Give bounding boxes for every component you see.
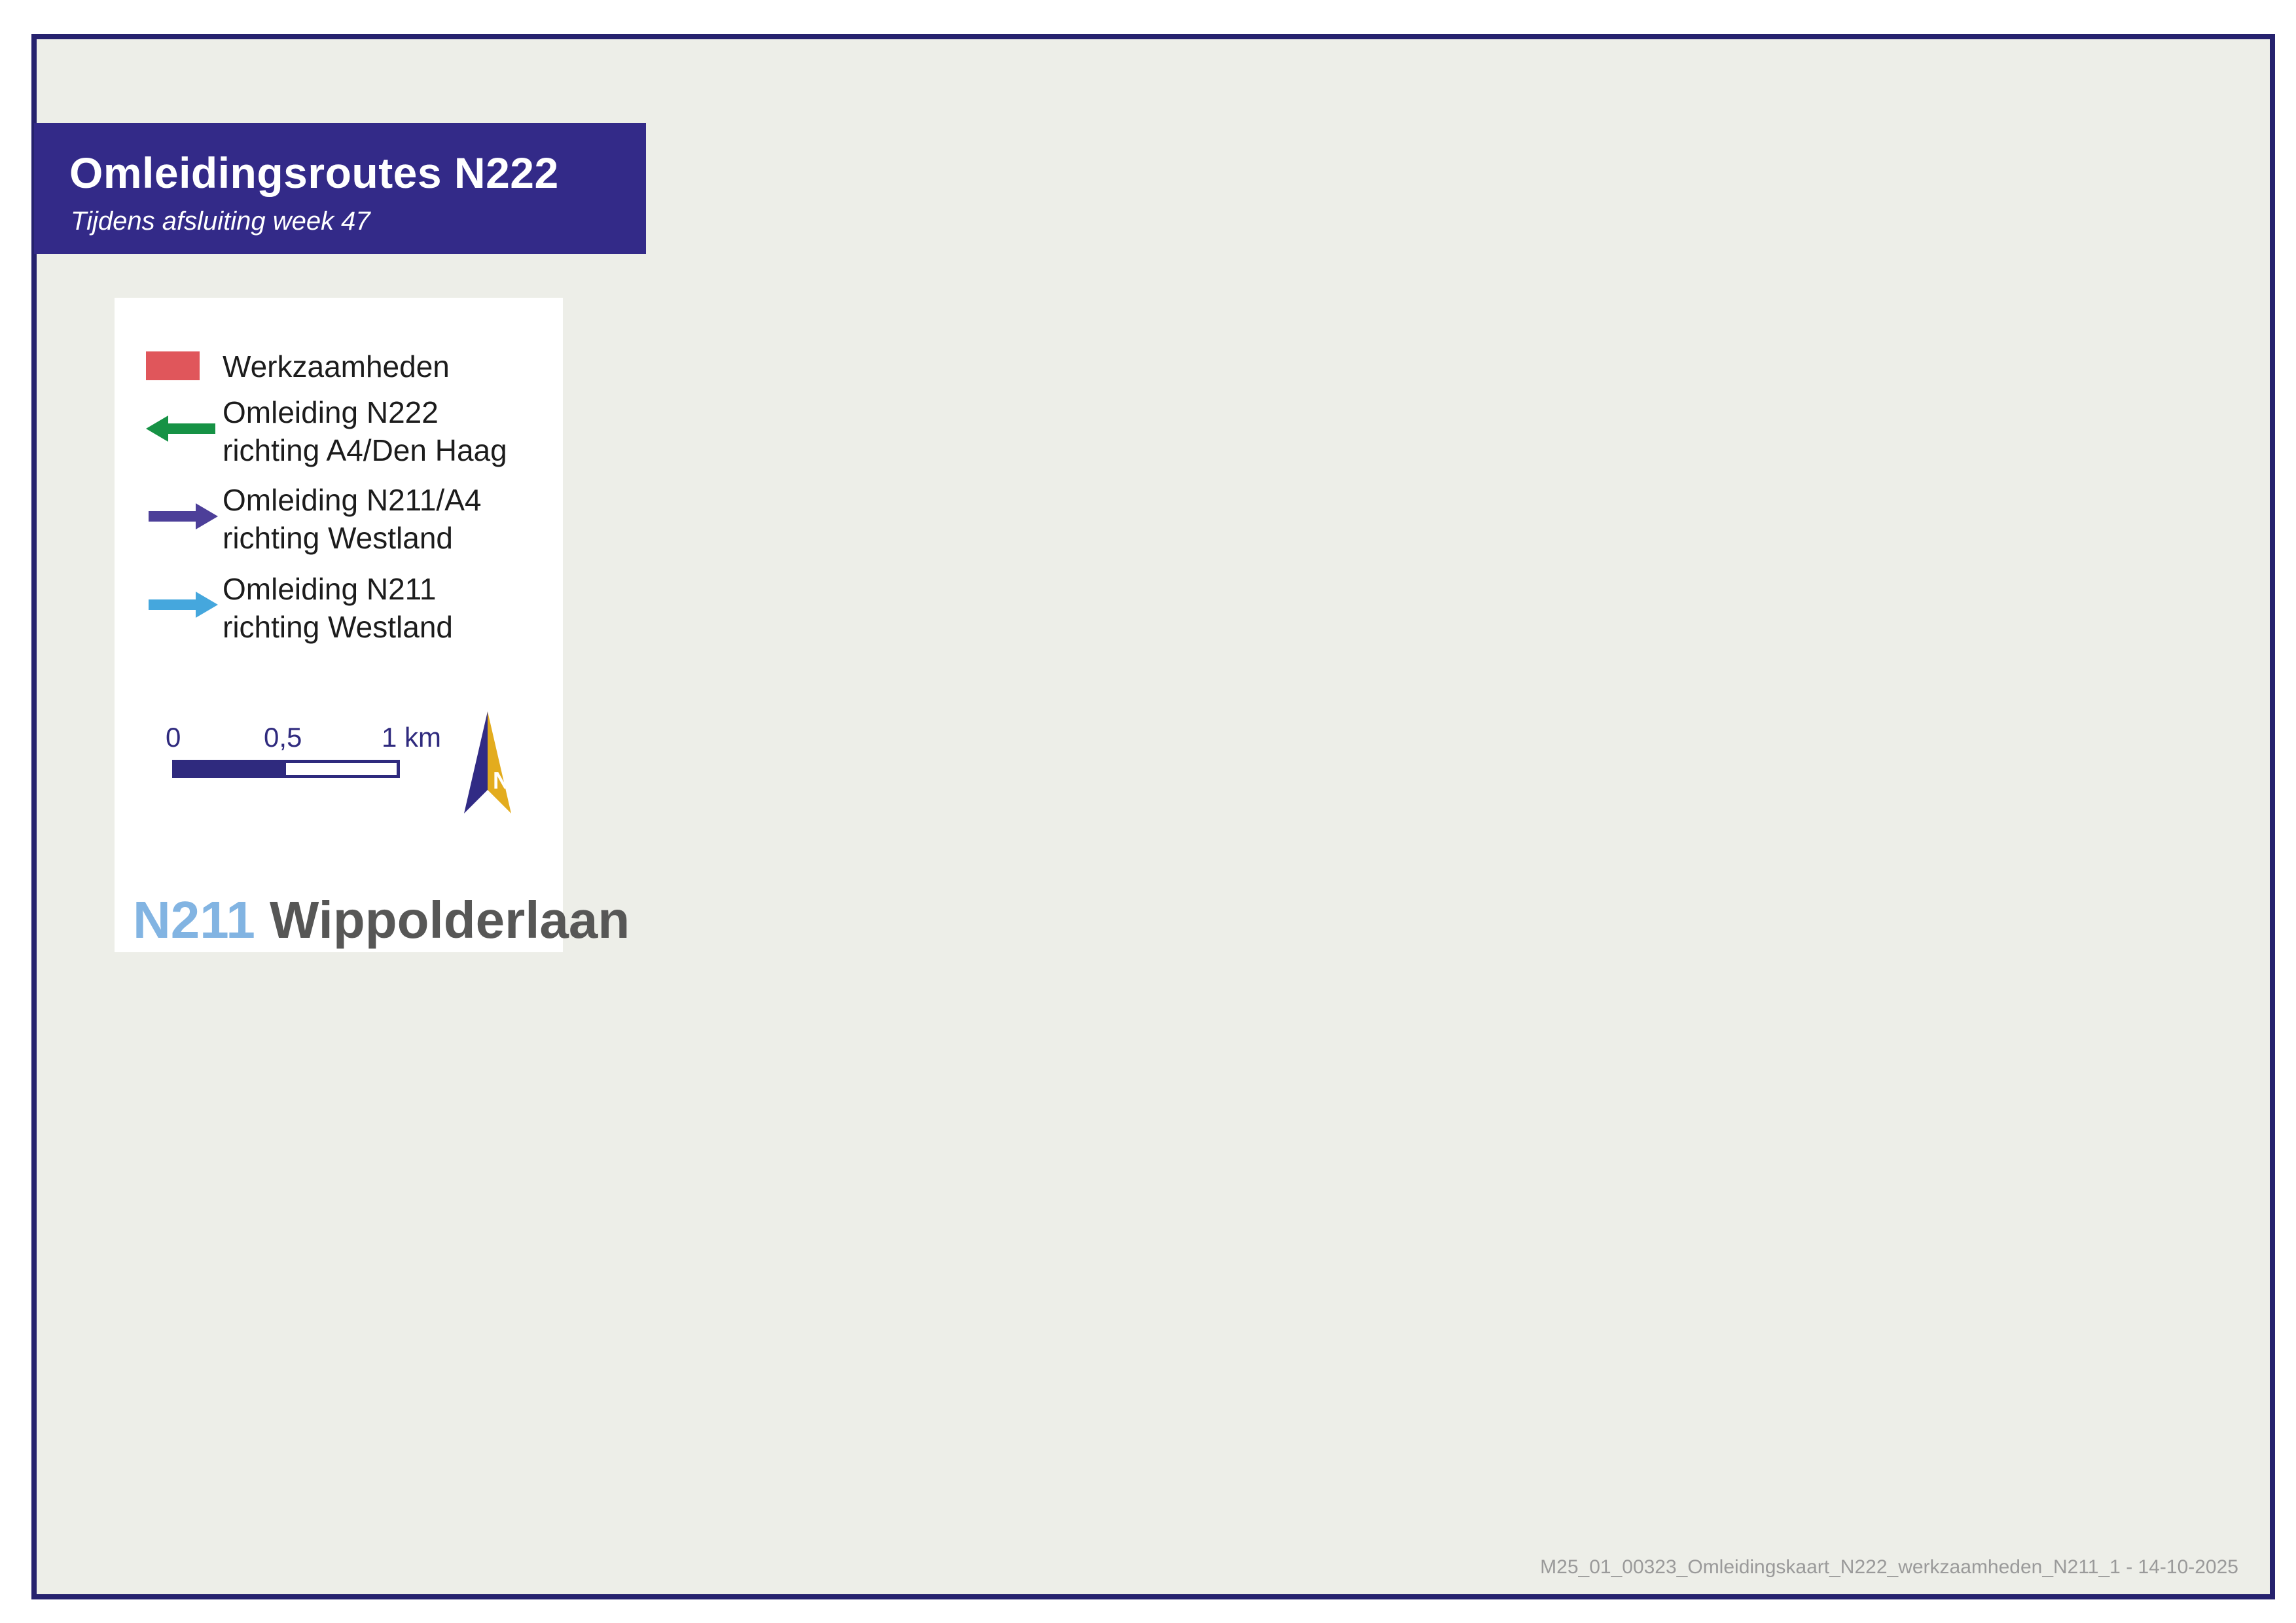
svg-text:N: N <box>493 767 510 794</box>
legend-label-n222-1: Omleiding N222 <box>223 395 439 429</box>
arrow-right-icon <box>146 590 218 619</box>
title-box <box>34 123 646 254</box>
scale-label-1km: 1 km <box>382 722 442 753</box>
scale-bar <box>172 760 400 778</box>
workzone-swatch-icon <box>146 351 201 382</box>
legend-label-werkzaamheden: Werkzaamheden <box>223 349 450 383</box>
legend-panel <box>115 298 630 952</box>
legend-label-n211a4-2: richting Westland <box>223 521 453 555</box>
document-reference: M25_01_00323_Omleidingskaart_N222_werkzaamheden_N211_1 - 14-10-2025 <box>1540 1556 2238 1578</box>
page-subtitle: Tijdens afsluiting week 47 <box>71 207 370 236</box>
legend-label-n222-2: richting A4/Den Haag <box>223 433 507 467</box>
wippolderlaan-logo <box>133 890 630 950</box>
legend-label-n211-1: Omleiding N211 <box>223 572 437 606</box>
north-arrow-icon <box>454 709 522 820</box>
arrow-right-icon <box>146 502 218 531</box>
page-title: Omleidingsroutes N222 <box>69 149 559 197</box>
logo-road-number: N211 <box>133 891 255 949</box>
legend-label-n211-2: richting Westland <box>223 610 453 644</box>
legend-label-n211a4-1: Omleiding N211/A4 <box>223 483 482 517</box>
arrow-left-icon <box>146 414 218 443</box>
scale-label-0: 0 <box>166 722 181 753</box>
scale-label-05: 0,5 <box>264 722 302 753</box>
logo-road-name: Wippolderlaan <box>269 891 630 949</box>
